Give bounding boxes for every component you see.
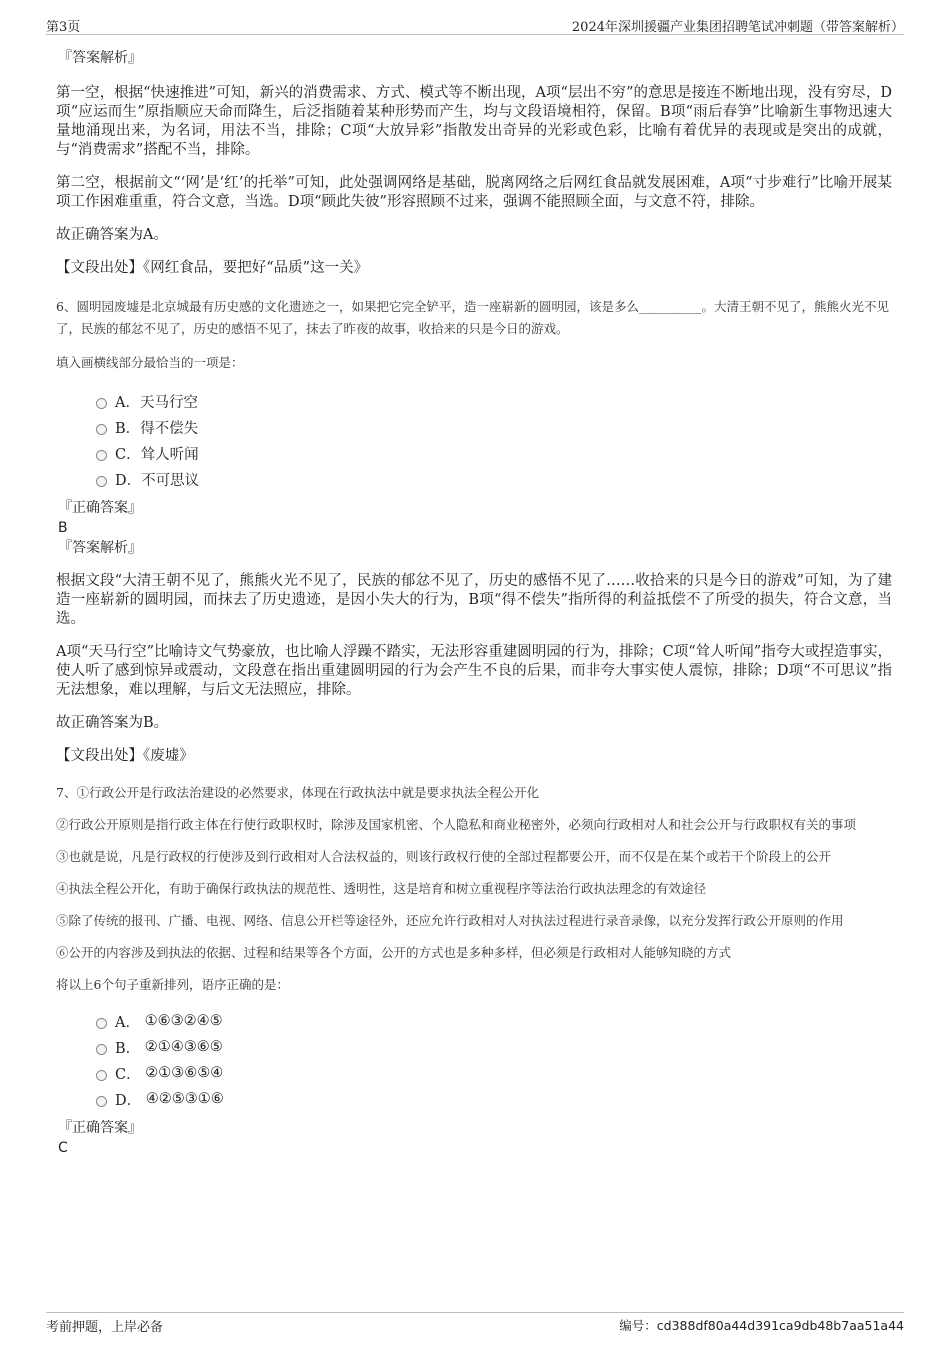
page-number: 第3页 (46, 20, 81, 35)
radio-icon[interactable] (96, 450, 107, 461)
q7-option-c[interactable]: C． ②①③⑥⑤④ (96, 1060, 892, 1086)
q5-analysis-p2: 第二空，根据前文“‘网’是‘红’的托举”可知，此处强调网络是基础，脱离网络之后网红食品就发展困难，A项“寸步难行”比喻开展某项工作困难重重，符合文意，当选。D项“顾此失彼”形容照顾不过来，强调不能照顾全面，与文意不符，排除。 (56, 175, 892, 210)
q6-stem: 6、圆明园废墟是北京城最有历史感的文化遗迹之一，如果把它完全铲平，造一座崭新的圆明园，该是多么__________。大清王朝不见了，熊熊火光不见了，民族的郁忿不见了，历史的感悟不见了，抹去了昨夜的故事，收拾来的只是今日的游戏。 (56, 299, 889, 336)
q6-correct-label: 『正确答案』 (58, 500, 142, 516)
q5-analysis-label: 『答案解析』 (58, 50, 142, 66)
document-title: 2024年深圳援疆产业集团招聘笔试冲刺题（带答案解析） (571, 20, 904, 35)
radio-icon[interactable] (96, 398, 107, 409)
q5-source: 【文段出处】《网红食品，要把好“品质”这一关》 (56, 260, 369, 276)
footer-slogan: 考前押题，上岸必备 (46, 1320, 164, 1335)
q5-analysis-p1: 第一空，根据“快速推进”可知，新兴的消费需求、方式、模式等不断出现，A项“层出不穷”的意思是接连不断地出现，没有穷尽，D项“应运而生”原指顺应天命而降生，后泛指随着某种形势而产生，均与文段语境相符，保留。B项“雨后春笋”比喻新生事物迅速大量地涌现出来，为名词，用法不当，排除；C项“大放异彩”指散发出奇异的光彩或色彩，比喻有着优异的表现或是突出的成就，与“消费需求”搭配不当，排除。 (56, 85, 892, 158)
radio-icon[interactable] (96, 1018, 107, 1029)
q6-option-b[interactable]: B． 得不偿失 (96, 414, 892, 440)
q6-conclusion: 故正确答案为B。 (56, 715, 169, 731)
page-content (56, 44, 892, 1158)
q6-option-c[interactable]: C． 耸人听闻 (96, 440, 892, 466)
q6-option-d[interactable]: D． 不可思议 (96, 466, 892, 492)
q7-sentence-6: ⑥公开的内容涉及到执法的依据、过程和结果等各个方面，公开的方式也是多种多样，但必须是行政相对人能够知晓的方式 (56, 945, 732, 960)
q7-option-d[interactable]: D． ④②⑤③①⑥ (96, 1086, 892, 1112)
q7-correct-label: 『正确答案』 (58, 1120, 142, 1136)
q7-sentence-5: ⑤除了传统的报刊、广播、电视、网络、信息公开栏等途径外，还应允许行政相对人对执法过程进行录音录像，以充分发挥行政公开原则的作用 (56, 913, 844, 928)
radio-icon[interactable] (96, 476, 107, 487)
q6-analysis-p1: 根据文段“大清王朝不见了，熊熊火光不见了，民族的郁忿不见了，历史的感悟不见了……收拾来的只是今日的游戏”可知，为了建造一座崭新的圆明园，而抹去了历史遗迹，是因小失大的行为，B项“得不偿失”指所得的利益抵偿不了所受的损失，符合文意，当选。 (56, 573, 892, 627)
q6-correct-answer: B (58, 520, 68, 536)
q7-correct-answer: C (58, 1140, 68, 1156)
q6-options (96, 388, 892, 492)
q6-prompt: 填入画横线部分最恰当的一项是： (56, 355, 244, 370)
page-footer (46, 1312, 904, 1335)
document-id: 编号：cd388df80a44d391ca9db48b7aa51a44 (619, 1318, 904, 1333)
radio-icon[interactable] (96, 1070, 107, 1081)
q6-analysis-p2: A项“天马行空”比喻诗文气势豪放，也比喻人浮躁不踏实，无法形容重建圆明园的行为，排除；C项“耸人听闻”指夸大或捏造事实，使人听了感到惊异或震动，文段意在指出重建圆明园的行为会产生不良的后果，而非夸大事实使人震惊，排除；D项“不可思议”指无法想象，难以理解，与后文无法照应，排除。 (56, 644, 892, 698)
q7-sentence-4: ④执法全程公开化，有助于确保行政执法的规范性、透明性，这是培育和树立重视程序等法治行政执法理念的有效途径 (56, 881, 707, 896)
q7-options (96, 1008, 892, 1112)
q5-conclusion: 故正确答案为A。 (56, 227, 168, 243)
q7-sentence-2: ②行政公开原则是指行政主体在行使行政职权时，除涉及国家机密、个人隐私和商业秘密外，必须向行政相对人和社会公开与行政职权有关的事项 (56, 817, 857, 832)
q6-option-a[interactable]: A． 天马行空 (96, 388, 892, 414)
q7-sentence-3: ③也就是说，凡是行政权的行使涉及到行政相对人合法权益的，则该行政权行使的全部过程都要公开，而不仅是在某个或若干个阶段上的公开 (56, 849, 832, 864)
radio-icon[interactable] (96, 424, 107, 435)
q6-source: 【文段出处】《废墟》 (56, 748, 194, 764)
q7-option-a[interactable]: A． ①⑥③②④⑤ (96, 1008, 892, 1034)
q6-analysis-label: 『答案解析』 (58, 540, 142, 556)
q7-sentence-1: 7、①行政公开是行政法治建设的必然要求，体现在行政执法中就是要求执法全程公开化 (56, 785, 539, 800)
radio-icon[interactable] (96, 1044, 107, 1055)
radio-icon[interactable] (96, 1096, 107, 1107)
q7-option-b[interactable]: B． ②①④③⑥⑤ (96, 1034, 892, 1060)
q7-prompt: 将以上6个句子重新排列，语序正确的是： (56, 977, 289, 992)
page-header (46, 14, 904, 35)
